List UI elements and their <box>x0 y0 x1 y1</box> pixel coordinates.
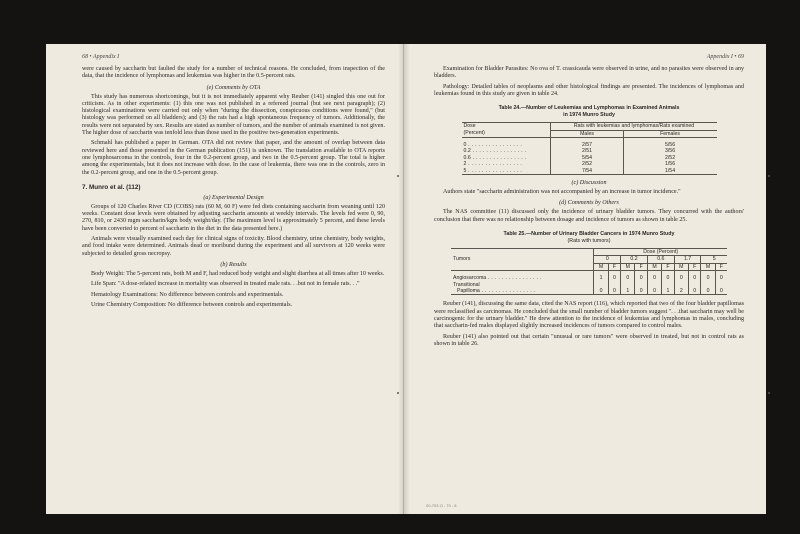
binding-hole <box>397 175 399 177</box>
left-paragraph-6: Body Weight: The 5-percent rats, both M and F, had reduced body weight and slight diarrhea at all times after 10 weeks. <box>91 270 385 277</box>
table-25-tumors-header: Tumors <box>451 248 594 270</box>
table-24-dose-cell: 5 . . . <box>464 168 523 174</box>
table-24-females-cell: 2/52 <box>623 155 716 161</box>
left-paragraph-2: This study has numerous shortcomings, but it is not immediately apparent why Reuber (141) singled this one out for criticism. As in other experiments: (1) this one was not published in a refereed journal (but see next paragraph); (2) histological examinations were carried out only when "during the dissection, conspicuous conditions were found," (but histology was performed on all bladders); and (3) the rats had a high spontaneous frequency of tumors. Additionally, the results were not separated by sex. Results are stated as number of tumors, and the number of animals examined is not given. The higher dose of saccharin was tenfold less than those used in the positive two-generation experiments. <box>82 93 385 137</box>
table-25-cell: 2 <box>674 288 688 295</box>
table-25-cell: 1 <box>621 288 635 295</box>
right-running-header: Appendix I • 69 <box>706 54 744 60</box>
table-24-females-cell: 1/54 <box>623 168 716 175</box>
table-25-sex-m: M <box>674 263 688 270</box>
table-25-cell: 0 <box>662 275 675 281</box>
right-paragraph-1: Examination for Bladder Parasites: No ova of T. crassicauda were observed in urine, and no parasites were observed in any bladders. <box>434 66 744 80</box>
table-25-sex-f: F <box>635 263 648 270</box>
right-page <box>404 44 766 514</box>
table-24-females-cell: 3/56 <box>623 148 716 154</box>
table-24-dose-cell: 2 . . . <box>464 161 523 167</box>
table-24-males-cell: 5/54 <box>551 155 623 161</box>
table-24-males-cell: 2/52 <box>551 161 623 167</box>
table-25-sex-m: M <box>594 263 608 270</box>
right-paragraph-2: Pathology: Detailed tables of neoplasms and other histological findings are presented. The incidences of lymphomas and leukemias found in this study are given in table 24. <box>434 83 744 97</box>
table-25-sex-m: M <box>647 263 661 270</box>
left-paragraph-1: were caused by saccharin but faulted the study for a number of technical reasons. He concluded, from inspection of the data, that the incidence of lymphomas and leukemias was higher in the 0.5-percent rats. <box>82 66 385 80</box>
table-24 <box>462 122 717 175</box>
table-25-dose-header: Dose (Percent) <box>594 248 727 255</box>
table-25-sex-f: F <box>715 263 727 270</box>
subheading-discussion: (c) Discussion <box>571 180 607 187</box>
left-paragraph-9: Urine Chemistry Composition: No difference between controls and experimentals. <box>91 301 293 308</box>
table-row <box>462 168 717 175</box>
right-paragraph-3: Authors state "saccharin administration was not accompanied by an increase in tumor incidence." <box>443 189 681 196</box>
table-25-caption <box>434 231 744 245</box>
left-paragraph-7: Life Span: "A dose-related increase in mortality was observed in treated male rats. . .but not in female rats. . ." <box>91 281 360 288</box>
table-25-sex-f: F <box>608 263 621 270</box>
spine-gutter <box>398 44 410 514</box>
table-25-cell: 0 <box>621 275 635 281</box>
table-25-row-label-part-1: Transitional <box>453 281 480 288</box>
table-25-cell: 0 <box>701 275 715 281</box>
table-24-caption-line-1: Table 24.—Number of Leukemias and Lymphomas in Examined Animals <box>498 105 680 112</box>
table-25-sex-m: M <box>621 263 635 270</box>
table-25-caption-line-2: (Rats with tumors) <box>567 237 611 244</box>
table-25-cell: 0 <box>647 275 661 281</box>
table-25 <box>451 248 727 295</box>
table-25-cell: 0 <box>715 275 727 281</box>
right-paragraph-6: Reuber (141) also pointed out that certain "unusual or rare tumors" were observed in treated, but not in control rats as shown in table 26. <box>434 333 744 347</box>
table-24-dose-cell: 0 . . . <box>464 142 523 148</box>
left-running-header: 68 • Appendix I <box>82 54 120 60</box>
table-25-cell: 0 <box>701 288 715 295</box>
table-25-cell: 0 <box>688 288 701 295</box>
table-24-caption-line-2: in 1974 Munro Study <box>563 112 615 119</box>
table-25-dose-1-7: 1.7 <box>674 256 701 263</box>
table-25-sex-m: M <box>701 263 715 270</box>
table-24-males-cell: 2/57 <box>551 142 623 148</box>
table-24-males-cell: 7/54 <box>551 168 623 175</box>
table-24-dose-unit: (Percent) <box>462 130 551 137</box>
table-24-caption <box>434 105 744 119</box>
right-paragraph-5: Reuber (141), discussing the same data, cited the NAS report (116), which reported that two of the four bladder papillomas were reclassified as carcinomas. He concluded that the small number of bladder tumors suggest ". . .that saccharin may well be carcinogenic for the urinary bladder." He drew attention to the incidence of leukemias and lymphomas in males, concluding that saccharin-fed males displayed slightly increased incidences of tumors compared to control males. <box>434 301 744 330</box>
table-24-dose-cell: 0.2 . . . <box>464 148 527 154</box>
table-row <box>451 288 727 295</box>
table-24-col-females: Females <box>623 130 716 137</box>
binding-hole <box>768 175 770 177</box>
subheading-results: (b) Results <box>220 261 247 268</box>
section-heading-munro: 7. Munro et al. (112) <box>82 183 141 191</box>
table-25-cell: 0 <box>715 288 727 295</box>
left-paragraph-3: Schmahl has published a paper in German. OTA did not review that paper, and the amount of overlap between data reviewed here and those presented in the German publication (151) is unknown. The translation available to OTA reports one lymphosarcoma in the controls, four in the 0.2-percent group, and two in the 0.5-percent group. The total is higher among the experimentals, but it does not increase with dose. In the case of leukemia, there was one in the controls, zero in the 0.2-percent group, and one in the 0.5-percent group. <box>82 140 385 176</box>
table-25-sex-f: F <box>662 263 675 270</box>
binding-hole <box>397 392 399 394</box>
table-24-dose-cell: 0.6 . . . <box>464 155 527 161</box>
table-24-females-cell: 1/56 <box>623 161 716 167</box>
table-25-cell: 0 <box>635 275 648 281</box>
table-25-cell: 0 <box>635 288 648 295</box>
table-25-cell: 0 <box>608 275 621 281</box>
table-24-females-cell: 5/56 <box>623 142 716 148</box>
subheading-comments-by-others: (d) Comments by Others <box>559 200 619 207</box>
table-25-cell: 0 <box>594 288 608 295</box>
left-paragraph-8: Hematology Examinations: No difference between controls and experimentals. <box>91 291 284 298</box>
print-stamp: 00-703 O - 79 - 8 <box>426 503 457 508</box>
table-25-dose-5: 5 <box>701 256 727 263</box>
table-24-males-cell: 2/51 <box>551 148 623 154</box>
table-25-dose-0-2: 0.2 <box>621 256 648 263</box>
table-25-caption-line-1: Table 25.—Number of Urinary Bladder Cancers in 1974 Munro Study <box>503 230 675 237</box>
table-25-cell: 0 <box>608 288 621 295</box>
table-25-dose-0-6: 0.6 <box>647 256 674 263</box>
table-25-cell: 1 <box>594 275 608 281</box>
binding-hole <box>768 392 770 394</box>
table-25-dose-0: 0 <box>594 256 621 263</box>
left-paragraph-4: Groups of 120 Charles River CD (COBS) rats (60 M, 60 F) were fed diets containing saccharin from weaning until 120 weeks. Constant dose levels were obtained by adjusting saccharin amounts at weekly intervals. The levels fed were 0, 90, 270, 810, or 2430 mgm saccharin/kgm body weight/day. (The maximum level is approximately 5 percent, and these levels have been converted to percent of saccharin in the diet in the data presented here.) <box>82 203 385 232</box>
subheading-experimental-design: (a) Experimental Design <box>203 194 264 201</box>
table-25-cell: 1 <box>662 288 675 295</box>
table-25-cell: 0 <box>674 275 688 281</box>
right-paragraph-4: The NAS committee (11) discussed only the incidence of urinary bladder tumors. They concurred with the authors' conclusion that there was no relationship between dosage and incidence of tumors as shown in table 25. <box>434 209 744 223</box>
table-25-row-label-part-2: Papilloma . . . <box>457 288 536 294</box>
table-24-dose-header: Dose <box>462 123 551 130</box>
left-paragraph-5: Animals were visually examined each day for clinical signs of toxicity. Blood chemistry, urine chemistry, body weights, and food intake were determined. Animals dead or moribund during the experiment and all survivors at 120 weeks were subjected to detailed gross necropsy. <box>82 236 385 257</box>
subheading-comments-by-ota: (e) Comments by OTA <box>206 84 261 91</box>
table-24-group-header: Rats with leukemias and lymphomas/Rats examined <box>551 123 717 130</box>
table-24-col-males: Males <box>551 130 623 137</box>
table-25-cell: 0 <box>647 288 661 295</box>
table-25-cell: 0 <box>688 275 701 281</box>
table-25-sex-f: F <box>688 263 701 270</box>
table-25-row-label: Angiosarcoma . . . <box>453 275 542 281</box>
left-page <box>46 44 404 514</box>
